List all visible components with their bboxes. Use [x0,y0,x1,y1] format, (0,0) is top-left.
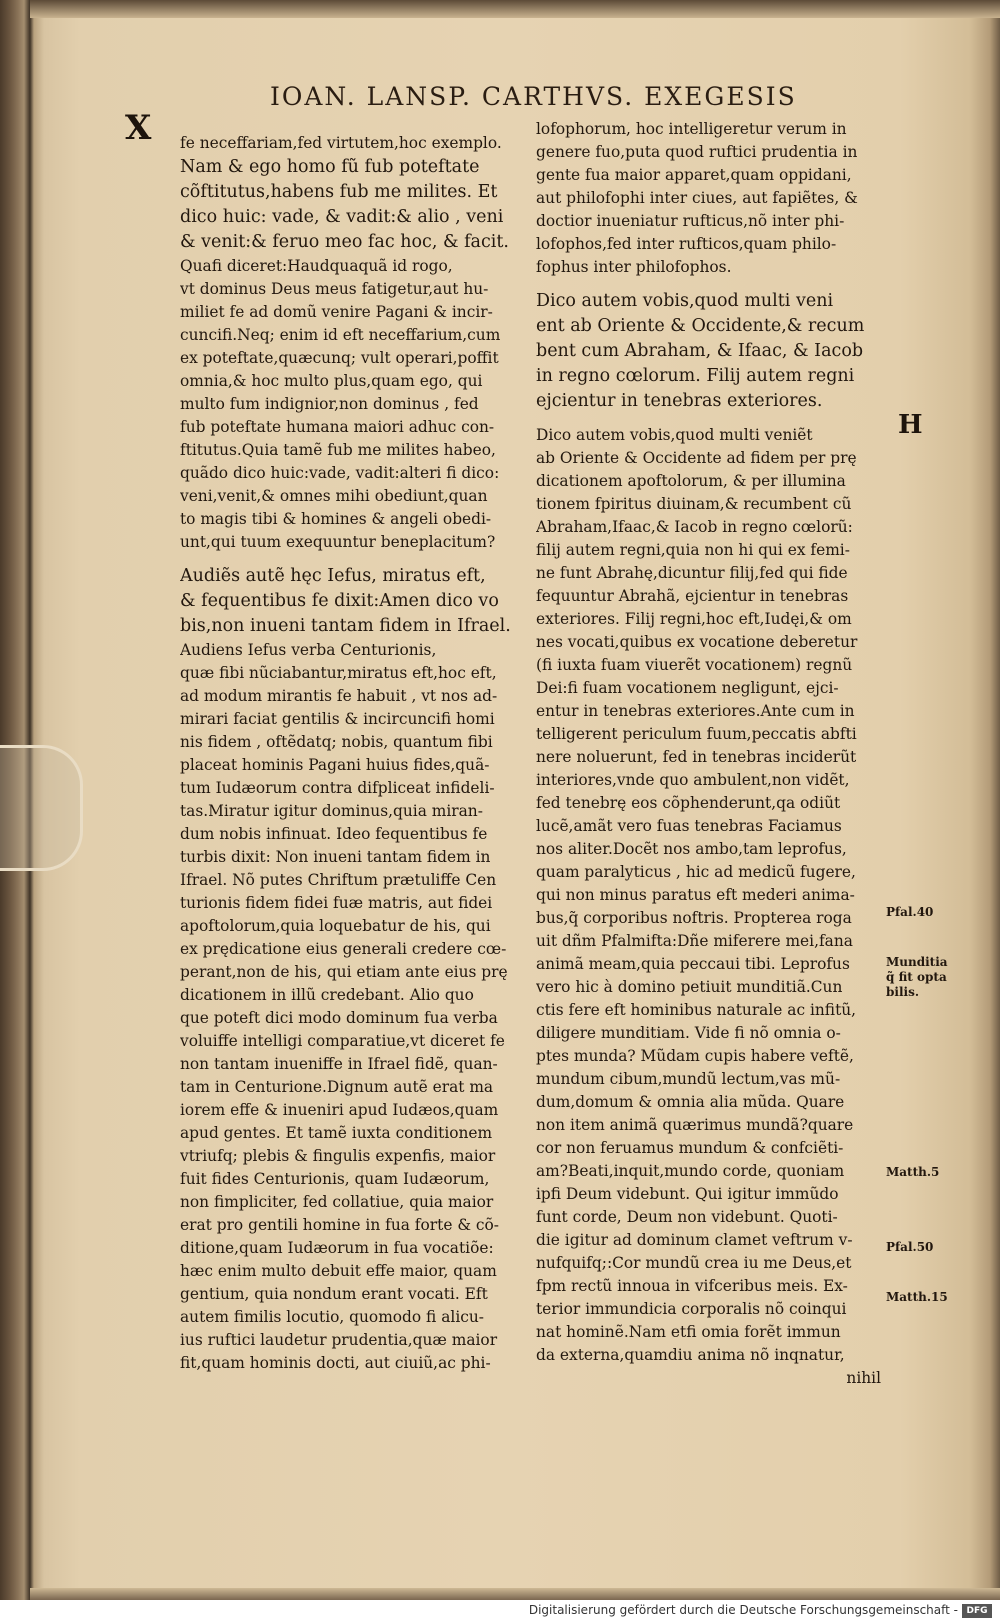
text-line: miliet fe ad domũ venire Pagani & incir- [180,303,493,321]
text-line: fophus inter philofophos. [536,258,732,276]
footer-bar [0,1600,1000,1623]
text-line: die igitur ad dominum clamet veftrum v- [536,1231,853,1249]
text-line: ctis fere eft hominibus naturale ac infitũ, [536,1001,857,1019]
text-line: mundum cibum,mundũ lectum,vas mũ- [536,1070,841,1088]
text-line: ex poteftate,quæcunq; vult operari,poffit [180,349,499,367]
text-line: interiores,vnde quo ambulent,non vidẽt, [536,771,850,789]
left-text-column [180,132,525,1375]
paragraph-gap [180,554,525,564]
text-line: Ifrael. Nõ putes Chriftum prætuliffe Cen [180,871,497,889]
text-line: ius ruftici laudetur prudentia,quæ maior [180,1331,498,1349]
text-line: nes vocati,quibus ex vocatione deberetur [536,633,858,651]
text-line: bus,q̃ corporibus noftris. Propterea roga [536,909,852,927]
text-line: turbis dixit: Non inueni tantam fidem in [180,848,491,866]
text-line: gentium, quia nondum erant vocati. Eft [180,1285,488,1303]
text-line: (fi iuxta fuam viuerẽt vocationem) regnũ [536,656,853,674]
right-text-column [536,118,881,1390]
text-line: dico huic: vade, & vadit:& alio , veni [180,207,504,227]
text-line: quãdo dico huic:vade, vadit:alteri fi dico: [180,464,500,482]
text-line: nufquifq;:Cor mundũ crea iu me Deus,et [536,1254,852,1272]
text-line: fit,quam hominis docti, aut ciuiũ,ac phi- [180,1354,491,1372]
text-line: hæc enim multo debuit effe maior, quam [180,1262,497,1280]
text-line: ipfi Deum videbunt. Qui igitur immũdo [536,1185,839,1203]
paragraph-gap [536,414,881,424]
text-line: lucẽ,amãt vero fuas tenebras Faciamus [536,817,842,835]
text-line: non item animã quærimus mundã?quare [536,1116,854,1134]
text-line: nos aliter.Docẽt nos ambo,tam leprofus, [536,840,847,858]
text-line: ditione,quam Iudæorum in fua vocatiõe: [180,1239,494,1257]
text-line: dicationem in illũ credebant. Alio quo [180,986,474,1004]
text-line: lofophos,fed inter rufticos,quam philo- [536,235,837,253]
text-line: da externa,quamdiu anima nõ inqnatur, [536,1346,845,1364]
text-line: Abraham,Ifaac,& Iacob in regno cœlorũ: [536,518,853,536]
text-line: cor non feruamus mundum & confciẽti- [536,1139,844,1157]
text-line: voluiffe intelligi comparatiue,vt diceret fe [180,1032,505,1050]
text-line: funt corde, Deum non videbunt. Quoti- [536,1208,838,1226]
page-top-edge [30,0,1000,18]
paragraph-gap [536,279,881,289]
text-line: entur in tenebras exteriores.Ante cum in [536,702,855,720]
text-line: veni,venit,& omnes mihi obediunt,quan [180,487,488,505]
text-line: ad modum mirantis fe habuit , vt nos ad- [180,687,498,705]
text-line: bent cum Abraham, & Ifaac, & Iacob [536,341,864,361]
text-line: perant,non de his, qui etiam ante eius prę [180,963,508,981]
text-line: animã meam,quia peccaui tibi. Leprofus [536,955,850,973]
text-line: iorem effe & inueniri apud Iudæos,quam [180,1101,499,1119]
margin-note-munditia: Munditia q̃ fit opta bilis. [886,955,948,999]
text-line: nere noluerunt, fed in tenebras inciderũt [536,748,857,766]
text-line: Nam & ego homo fũ fub poteftate [180,157,480,177]
text-line: bis,non inueni tantam fidem in Ifrael. [180,616,511,636]
text-line: fpm rectũ innoua in vifceribus meis. Ex- [536,1277,848,1295]
text-line: Quafi diceret:Haudquaquã id rogo, [180,257,453,275]
text-line: que poteft dici modo dominum fua verba [180,1009,498,1027]
text-line: doctior inueniatur rufticus,nõ inter phi- [536,212,845,230]
text-line: apoftolorum,quia loquebatur de his, qui [180,917,491,935]
text-line: quæ fibi nũciabantur,miratus eft,hoc eft, [180,664,497,682]
folio-number: X [125,108,152,148]
text-line: nihil [846,1369,881,1387]
text-line: & fequentibus fe dixit:Amen dico vo [180,591,499,611]
text-line: placeat hominis Pagani huius fides,quã- [180,756,490,774]
text-line: vtriufq; plebis & fingulis expenfis, maior [180,1147,496,1165]
text-line: apud gentes. Et tamẽ iuxta conditionem [180,1124,493,1142]
text-line: dum nobis infinuat. Ideo fequentibus fe [180,825,488,843]
text-line: to magis tibi & homines & angeli obedi- [180,510,492,528]
text-line: Dei:fi fuam vocationem negligunt, ejci- [536,679,839,697]
text-line: unt,qui tuum exequuntur beneplacitum? [180,533,496,551]
text-line: ex prędicatione eius generali credere cœ- [180,940,507,958]
text-line: exteriores. Filij regni,hoc eft,Iudęi,& om [536,610,852,628]
text-line: mirari faciat gentilis & incircuncifi homi [180,710,495,728]
text-line: ptes munda? Mũdam cupis habere veftẽ, [536,1047,854,1065]
text-line: telligerent periculum fuum,peccatis abfti [536,725,857,743]
text-line: ne funt Abrahę,dicuntur filij,fed qui fide [536,564,848,582]
running-title: IOAN. LANSP. CARTHVS. EXEGESIS [270,82,797,111]
text-line: ab Oriente & Occidente ad fidem per prę [536,449,857,467]
text-line: Dico autem vobis,quod multi veniẽt [536,426,813,444]
text-line: tum Iudæorum contra difpliceat infideli- [180,779,495,797]
text-line: aut philofophi inter ciues, aut fapiẽtes, & [536,189,858,207]
dfg-logo-icon: DFG [962,1604,992,1618]
book-clasp [0,745,83,871]
text-line: quam paralyticus , hic ad medicũ fugere, [536,863,856,881]
text-line: uit dñm Pfalmifta:Dñe miferere mei,fana [536,932,853,950]
margin-note-psal40: Pfal.40 [886,905,934,919]
text-line: tas.Miratur igitur dominus,quia miran- [180,802,483,820]
margin-note-matth15: Matth.15 [886,1290,948,1304]
text-line: in regno cœlorum. Filij autem regni [536,366,855,386]
text-line: tam in Centurione.Dignum autẽ erat ma [180,1078,494,1096]
text-line: gente fua maior apparet,quam oppidani, [536,166,852,184]
text-line: ftitutus.Quia tamẽ fub me milites habeo, [180,441,496,459]
text-line: tionem fpiritus diuinam,& recumbent cũ [536,495,852,513]
text-line: fub poteftate humana maiori adhuc con- [180,418,495,436]
text-line: cuncifi.Neq; enim id eft neceffarium,cum [180,326,501,344]
text-line: Dico autem vobis,quod multi veni [536,291,834,311]
text-line: ent ab Oriente & Occidente,& recum [536,316,865,336]
text-line: fed tenebrę eos cõphenderunt,qa odiũt [536,794,841,812]
text-line: nis fidem , oftẽdatq; nobis, quantum fibi [180,733,493,751]
text-line: filij autem regni,quia non hi qui ex femi- [536,541,850,559]
page-bottom-edge [30,1588,1000,1600]
text-line: turionis fidem fidei fuæ matris, aut fidei [180,894,493,912]
text-line: omnia,& hoc multo plus,quam ego, qui [180,372,483,390]
text-line: & venit:& feruo meo fac hoc, & facit. [180,232,509,252]
text-line: dum,domum & omnia alia mũda. Quare [536,1093,845,1111]
text-line: fe neceffariam,fed virtutem,hoc exemplo. [180,134,502,152]
text-line: terior immundicia corporalis nõ coinqui [536,1300,847,1318]
text-line: erat pro gentili homine in fua forte & cõ- [180,1216,499,1234]
text-line: fequuntur Abrahã, ejcientur in tenebras [536,587,849,605]
text-line: nat hominẽ.Nam etfi omia forẽt immun [536,1323,841,1341]
text-line: genere fuo,puta quod ruftici prudentia in [536,143,858,161]
margin-note-psal50: Pfal.50 [886,1240,934,1254]
footer-credit: Digitalisierung gefördert durch die Deutsche Forschungsgemeinschaft - [528,1603,958,1617]
text-line: qui non minus paratus eft mederi anima- [536,886,855,904]
text-line: am?Beati,inquit,mundo corde, quoniam [536,1162,845,1180]
text-line: autem fimilis locutio, quomodo fi alicu- [180,1308,484,1326]
text-line: fuit fides Centurionis, quam Iudæorum, [180,1170,490,1188]
text-line: cõftitutus,habens fub me milites. Et [180,182,498,202]
text-line: ejcientur in tenebras exteriores. [536,391,823,411]
text-line: non tantam inueniffe in Ifrael fidẽ, quan- [180,1055,498,1073]
text-line: vero hic à domino petiuit munditiã.Cun [536,978,843,996]
text-line: multo fum indignior,non dominus , fed [180,395,479,413]
text-line: non fimpliciter, fed collatiue, quia maior [180,1193,494,1211]
text-line: Audiens Iefus verba Centurionis, [180,641,437,659]
text-line: diligere munditiam. Vide fi nõ omnia o- [536,1024,841,1042]
text-line: Audiẽs autẽ hęc Iefus, miratus eft, [180,566,486,586]
margin-note-matth5: Matth.5 [886,1165,940,1179]
section-letter-h: H [898,410,923,440]
text-line: vt dominus Deus meus fatigetur,aut hu- [180,280,489,298]
text-line: lofophorum, hoc intelligeretur verum in [536,120,847,138]
text-line: dicationem apoftolorum, & per illumina [536,472,846,490]
